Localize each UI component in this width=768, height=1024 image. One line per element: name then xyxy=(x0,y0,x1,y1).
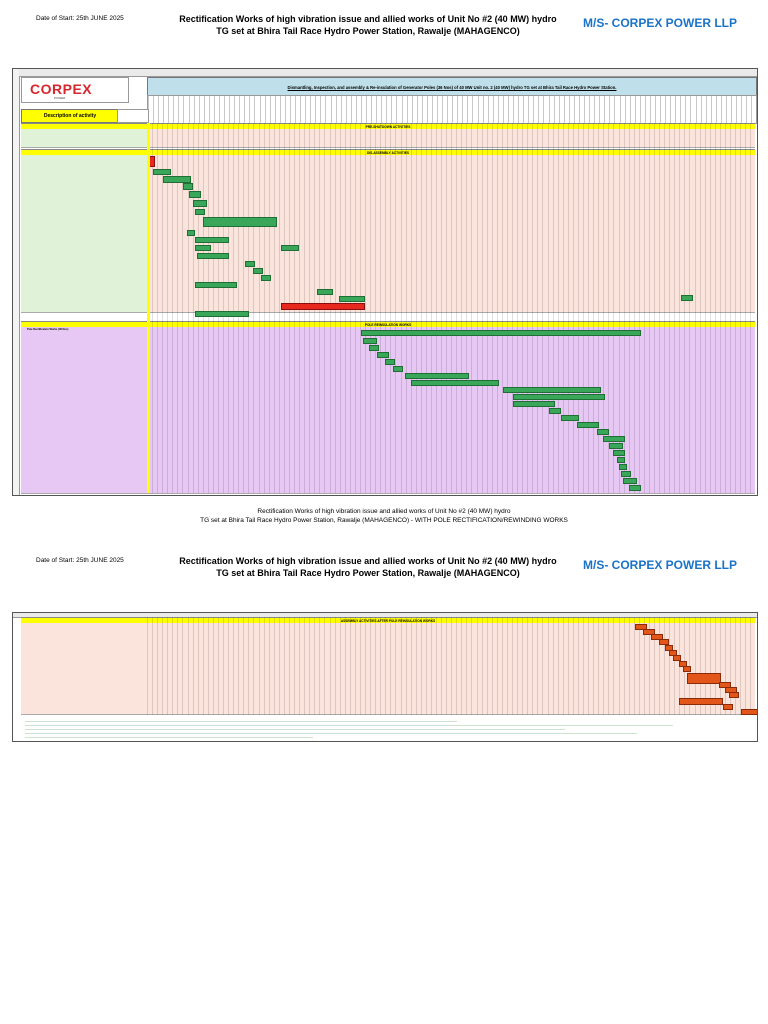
task-bar xyxy=(317,289,333,295)
task-bar xyxy=(153,169,171,175)
page-title xyxy=(178,13,558,37)
task-bar xyxy=(203,217,277,227)
task-bar xyxy=(245,261,255,267)
page-title-2 xyxy=(178,555,558,579)
caption-line-2: TG set at Bhira Tail Race Hydro Power Station, Rawalje (MAHAGENCO) - WITH POLE RECTIFICATION/REWINDING WORKS xyxy=(200,517,568,524)
critical-bar xyxy=(281,303,365,310)
task-bar xyxy=(393,366,403,372)
section-pole-reinsulation: POLE REINSULATION WORKS xyxy=(21,321,755,329)
task-bar xyxy=(513,401,555,407)
task-bar xyxy=(561,415,579,421)
task-bar xyxy=(549,408,561,414)
section-pre-shutdown: PRE-SHUTDOWN ACTIVITIES xyxy=(21,123,755,131)
task-bar xyxy=(613,450,625,456)
task-bar xyxy=(361,330,641,336)
task-bar xyxy=(197,253,229,259)
task-bar xyxy=(377,352,389,358)
assembly-task-bar xyxy=(683,666,691,672)
task-bar xyxy=(163,176,191,183)
description-header: Description of activity xyxy=(21,109,119,123)
date-of-start-2: Date of Start: 25th JUNE 2025 xyxy=(36,557,124,564)
task-bar xyxy=(193,200,207,207)
task-bar xyxy=(609,443,623,449)
section-assembly: ASSEMBLY ACTIVITIES AFTER POLE REINSULATION WORKS xyxy=(21,617,755,625)
task-bar xyxy=(187,230,195,236)
task-bar xyxy=(411,380,499,386)
task-bar xyxy=(363,338,377,344)
task-bar xyxy=(597,429,609,435)
task-bar xyxy=(503,387,601,393)
gantt-sheet-1 xyxy=(12,68,758,496)
title2-line-2: TG set at Bhira Tail Race Hydro Power Station, Rawalje (MAHAGENCO) xyxy=(216,568,520,578)
logo-wordmark: CORPEX xyxy=(30,81,93,97)
pole-rectification-label: Pole Rectification Works (36 Nos) xyxy=(27,328,69,331)
task-bar xyxy=(603,436,625,442)
task-bar xyxy=(369,345,379,351)
page1-caption xyxy=(140,507,628,525)
task-bar xyxy=(261,275,271,281)
task-bar xyxy=(629,485,641,491)
assembly-task-bar xyxy=(723,704,733,710)
task-bar xyxy=(621,471,631,477)
task-bar xyxy=(339,296,365,302)
task-bar xyxy=(617,457,625,463)
assembly-task-bar xyxy=(741,709,758,715)
project-heading: Dismantling, Inspection, and assembly & Re-insulation of Generator Poles (36 Nos) of 40 MW Unit no. 2 (40 MW) hydro TG set at Bhira Tail Race Hydro Power Station. xyxy=(147,77,757,97)
title-line-2: TG set at Bhira Tail Race Hydro Power Station, Rawalje (MAHAGENCO) xyxy=(216,26,520,36)
task-bar xyxy=(623,478,637,484)
section-dis-assembly: DIS-ASSEMBLY ACTIVITIES xyxy=(21,149,755,157)
task-bar xyxy=(577,422,599,428)
title-line-1: Rectification Works of high vibration issue and allied works of Unit No #2 (40 MW) hydro xyxy=(179,14,557,24)
task-bar xyxy=(195,311,249,317)
task-bar xyxy=(281,245,299,251)
task-bar xyxy=(195,282,237,288)
title2-line-1: Rectification Works of high vibration issue and allied works of Unit No #2 (40 MW) hydro xyxy=(179,556,557,566)
task-bar xyxy=(195,245,211,251)
task-bar xyxy=(183,183,193,190)
company-name-2: M/S- CORPEX POWER LLP xyxy=(583,558,738,572)
assembly-task-bar xyxy=(729,692,739,698)
task-bar xyxy=(681,295,693,301)
task-bar xyxy=(513,394,605,400)
task-bar xyxy=(385,359,395,365)
assembly-task-bar xyxy=(679,698,723,705)
company-name: M/S- CORPEX POWER LLP xyxy=(583,16,738,30)
task-bar xyxy=(253,268,263,274)
gantt-sheet-2 xyxy=(12,612,758,742)
gantt-bars xyxy=(13,69,757,495)
gantt-bars-2 xyxy=(13,613,757,741)
date-of-start: Date of Start: 25th JUNE 2025 xyxy=(36,15,124,22)
task-bar xyxy=(195,209,205,215)
task-bar xyxy=(405,373,469,379)
task-bar xyxy=(195,237,229,243)
caption-line-1: Rectification Works of high vibration issue and allied works of Unit No #2 (40 MW) hydro xyxy=(257,508,511,515)
logo-subtext: POWER xyxy=(54,96,66,100)
task-bar xyxy=(619,464,627,470)
assembly-task-bar xyxy=(687,673,721,684)
start-date-marker xyxy=(147,123,150,493)
task-bar xyxy=(189,191,201,198)
